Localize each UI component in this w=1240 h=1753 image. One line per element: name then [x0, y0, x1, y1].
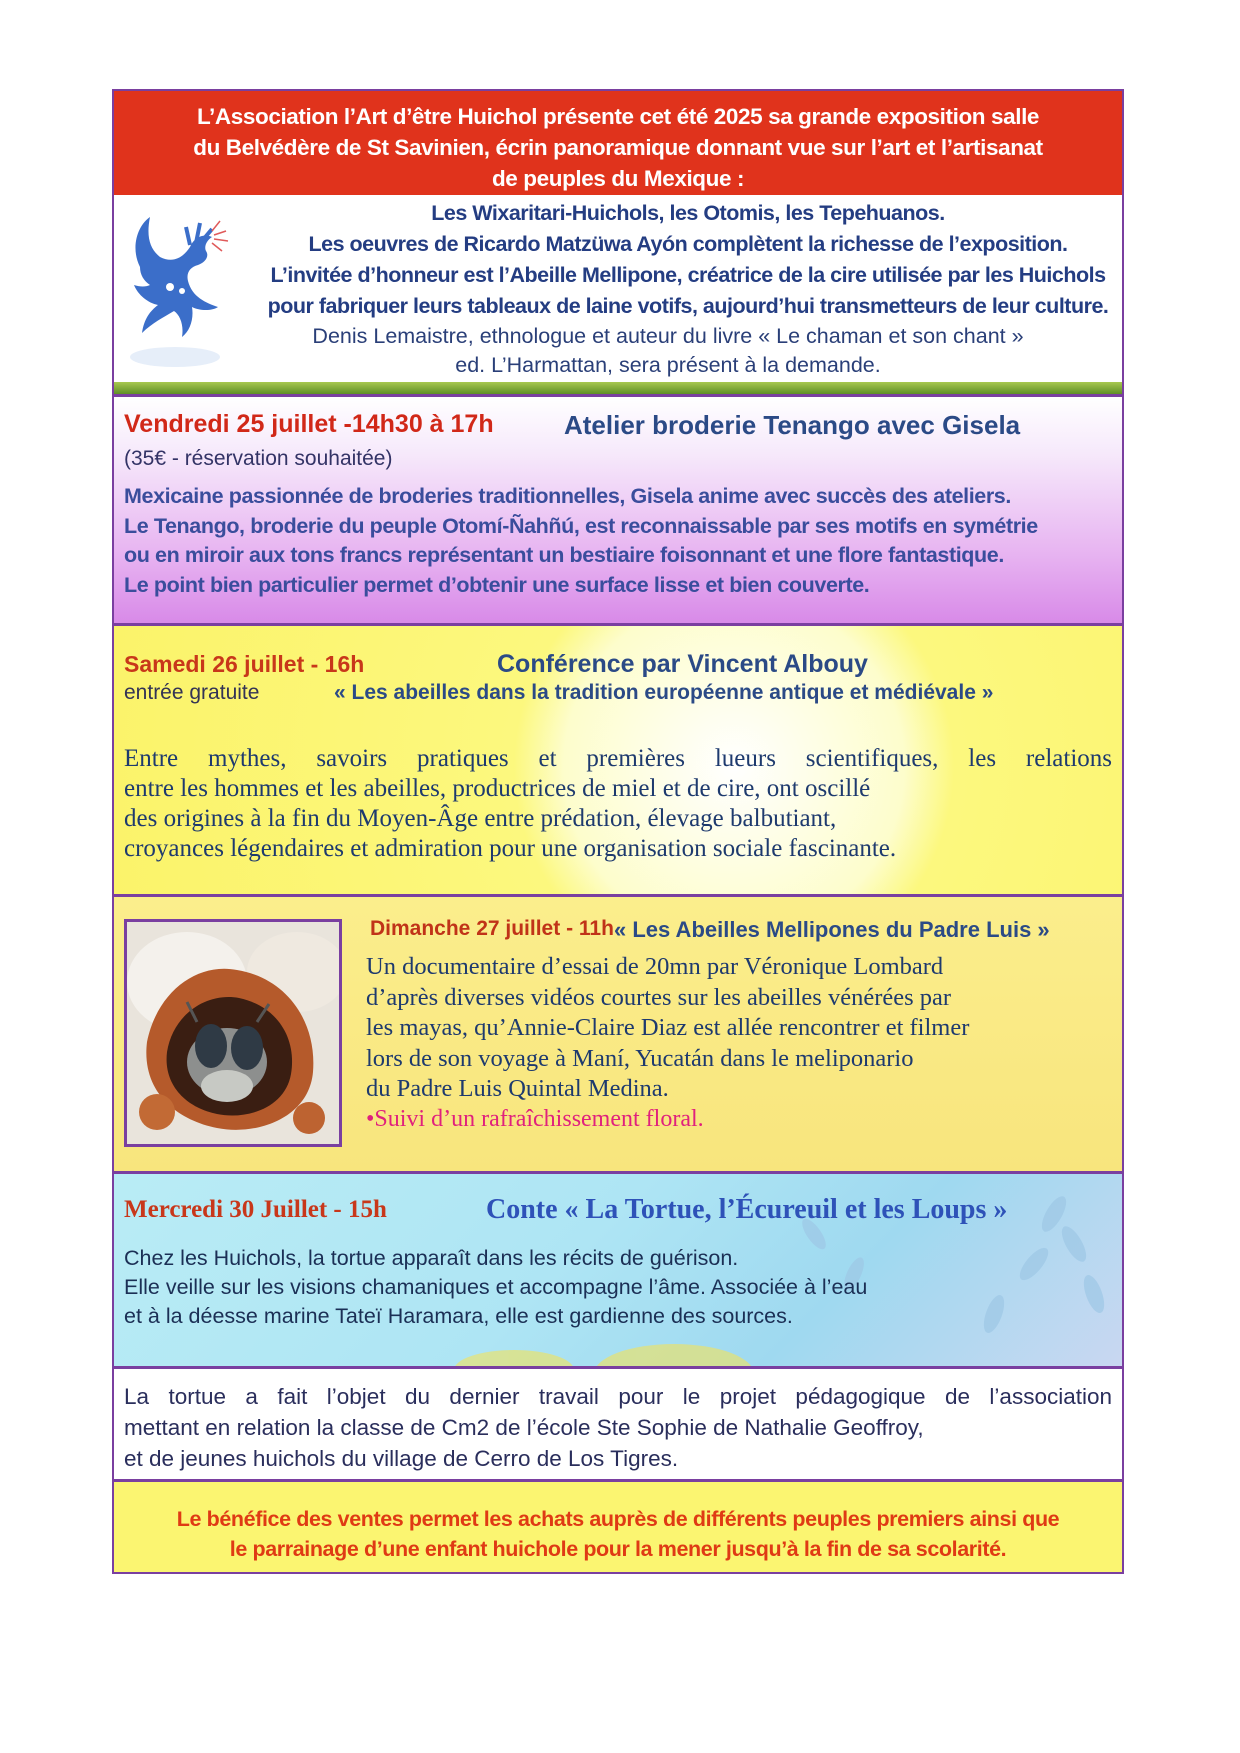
peoples-text: [254, 198, 1122, 322]
desc-line: Mexicaine passionnée de broderies traditionnelles, Gisela anime avec succès des ateliers.: [124, 484, 1011, 508]
body-line: d’après diverses vidéos courtes sur les abeilles vénérées par: [366, 983, 952, 1011]
project-section: [114, 1369, 1122, 1482]
body-line: des origines à la fin du Moyen-Âge entre prédation, élevage balbutiant,: [124, 805, 837, 832]
event-price: (35€ - réservation souhaitée): [124, 447, 393, 470]
desc-line: Le Tenango, broderie du peuple Otomí-Ñahñú, est reconnaissable par ses motifs en symétrie: [124, 513, 1038, 538]
body-line: les mayas, qu’Annie-Claire Diaz est allée rencontrer et filmer: [366, 1014, 970, 1041]
header-line: du Belvédère de St Savinien, écrin panoramique donnant vue sur l’art et l’artisanat: [193, 135, 1043, 160]
header-section: [114, 91, 1122, 397]
event-title: Conte « La Tortue, l’Écureuil et les Loups »: [486, 1194, 1008, 1225]
body-line: et à la déesse marine Tateï Haramara, elle est gardienne des sources.: [124, 1304, 793, 1328]
footer-line: Le bénéfice des ventes permet les achats auprès de différents peuples premiers ainsi que: [176, 1507, 1060, 1531]
event-date: Samedi 26 juillet - 16h: [124, 651, 365, 677]
event-date: Mercredi 30 Juillet - 15h: [124, 1196, 387, 1223]
event-subtitle: « Les Abeilles Mellipones du Padre Luis »: [614, 917, 1050, 942]
event-description: [124, 482, 1114, 600]
peoples-line: L’invitée d’honneur est l’Abeille Mellipone, créatrice de la cire utilisée par les Huichols: [270, 263, 1106, 287]
peoples-line: pour fabriquer leurs tableaux de laine votifs, aujourd’hui transmetteurs de leur culture.: [267, 294, 1109, 318]
event-body: [124, 1244, 1112, 1331]
event-conference: [114, 626, 1122, 897]
green-band: [114, 382, 1122, 394]
header-body: [114, 195, 1122, 394]
event-documentary: [114, 897, 1122, 1174]
author-text: [234, 322, 1102, 380]
body-line: Chez les Huichols, la tortue apparaît dans les récits de guérison.: [124, 1246, 739, 1270]
event-tenango: [114, 397, 1122, 626]
event-body: [124, 744, 1112, 864]
body-line: Elle veille sur les visions chamaniques et accompagne l’âme. Associée à l’eau: [124, 1275, 868, 1299]
event-body: [366, 952, 969, 1105]
event-date: Vendredi 25 juillet -14h30 à 17h: [124, 410, 494, 438]
event-note: •Suivi d’un rafraîchissement floral.: [366, 1106, 704, 1132]
peoples-line: Les Wixaritari-Huichols, les Otomis, les Tepehuanos.: [431, 201, 945, 225]
event-entry: entrée gratuite: [124, 681, 260, 704]
author-line: Denis Lemaistre, ethnologue et auteur du livre « Le chaman et son chant »: [312, 324, 1024, 348]
body-line: entre les hommes et les abeilles, productrices de miel et de cire, ont oscillé: [124, 775, 871, 802]
desc-line: ou en miroir aux tons francs représentant un bestiaire foisonnant et une flore fantastique.: [124, 543, 1004, 567]
body-line: mettant en relation la classe de Cm2 de l’école Ste Sophie de Nathalie Geoffroy,: [124, 1415, 924, 1440]
footer-line: le parrainage d’une enfant huichole pour la mener jusqu’à la fin de sa scolarité.: [229, 1537, 1007, 1561]
author-line: ed. L’Harmattan, sera présent à la demande.: [455, 353, 881, 377]
footer-section: [114, 1482, 1122, 1572]
deer-logo-icon: [120, 207, 240, 377]
header-line: de peuples du Mexique :: [491, 166, 745, 191]
header-title: [114, 91, 1122, 195]
body-line: croyances légendaires et admiration pour une organisation sociale fascinante.: [124, 835, 897, 862]
body-line: Un documentaire d’essai de 20mn par Véronique Lombard: [366, 953, 944, 980]
body-line: La tortue a fait l’objet du dernier travail pour le projet pédagogique de l’association: [124, 1384, 1112, 1409]
event-date: Dimanche 27 juillet - 11h: [370, 917, 614, 940]
event-subtitle: « Les abeilles dans la tradition européenne antique et médiévale »: [334, 681, 994, 704]
flyer-frame: [112, 89, 1124, 1574]
event-title: Conférence par Vincent Albouy: [497, 650, 868, 678]
header-line: L’Association l’Art d’être Huichol présente cet été 2025 sa grande exposition salle: [196, 104, 1040, 129]
footer-text: [124, 1504, 1112, 1564]
bee-photo-icon: [127, 922, 339, 1144]
body-line: du Padre Luis Quintal Medina.: [366, 1075, 669, 1102]
body-line: lors de son voyage à Maní, Yucatán dans le meliponario: [366, 1044, 914, 1072]
project-body: [124, 1381, 1112, 1474]
body-line: Entre mythes, savoirs pratiques et premières lueurs scientifiques, les relations: [124, 745, 1112, 772]
body-line: et de jeunes huichols du village de Cerro de Los Tigres.: [124, 1446, 679, 1471]
bee-photo: [124, 919, 342, 1147]
peoples-line: Les oeuvres de Ricardo Matzüwa Ayón complètent la richesse de l’exposition.: [308, 232, 1068, 256]
desc-line: Le point bien particulier permet d’obtenir une surface lisse et bien couverte.: [124, 572, 870, 597]
event-title: Atelier broderie Tenango avec Gisela: [564, 410, 1021, 440]
event-tale: [114, 1174, 1122, 1369]
